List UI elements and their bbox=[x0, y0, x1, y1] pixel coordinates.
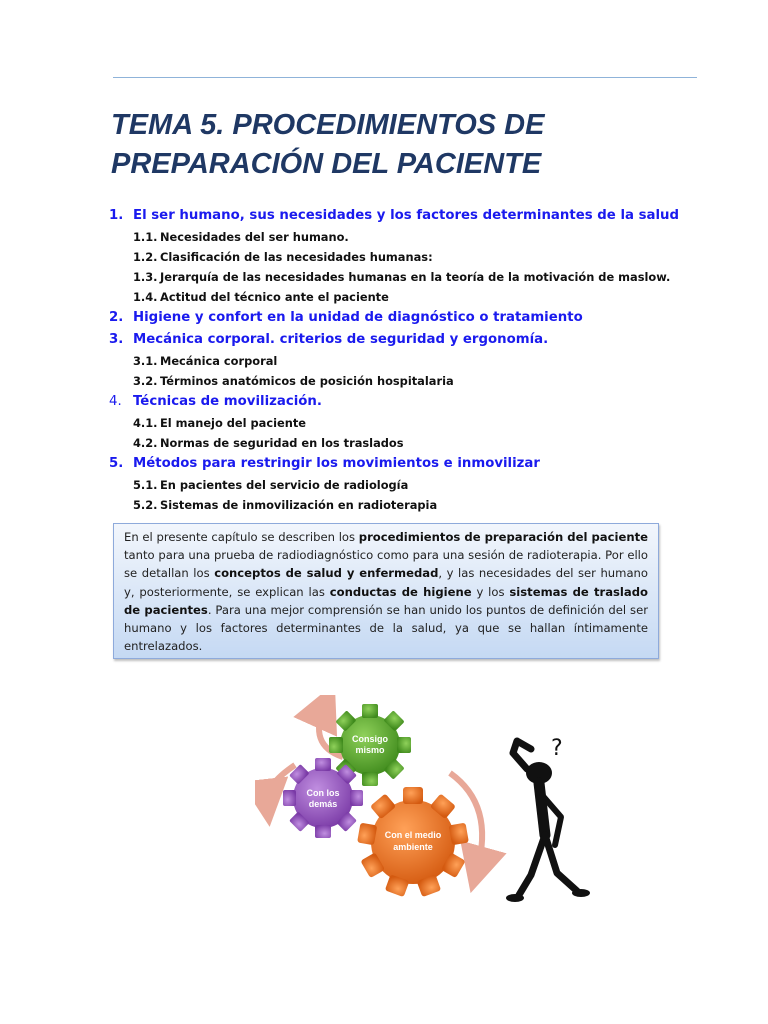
gear-orange-label-1: Con el medio bbox=[384, 830, 442, 840]
toc-number: 3.2. bbox=[133, 374, 158, 388]
gear-purple-label-2: demás bbox=[308, 799, 338, 809]
toc-label: Técnicas de movilización. bbox=[133, 394, 322, 409]
thinking-stick-figure bbox=[506, 736, 590, 902]
toc-number: 4. bbox=[109, 394, 122, 409]
toc-number: 5.1. bbox=[133, 478, 158, 492]
intro-text: En el presente capítulo se describen los bbox=[124, 530, 359, 544]
toc-number: 4.1. bbox=[133, 416, 158, 430]
toc-label: Mecánica corporal bbox=[160, 354, 278, 368]
toc-label: Términos anatómicos de posición hospitalaria bbox=[160, 374, 454, 388]
gear-purple-label-1: Con los bbox=[306, 788, 340, 798]
gear-green-label-2: mismo bbox=[355, 745, 385, 755]
toc-section-4 bbox=[109, 391, 709, 413]
toc-label: Actitud del técnico ante el paciente bbox=[160, 290, 389, 304]
intro-bold: sistemas de traslado de pacientes bbox=[124, 584, 648, 617]
toc-label: Jerarquía de las necesidades humanas en la teoría de la motivación de maslow. bbox=[160, 270, 671, 284]
toc-section-1 bbox=[109, 205, 709, 227]
toc-label: Métodos para restringir los movimientos e inmovilizar bbox=[133, 456, 540, 471]
needs-gears-illustration bbox=[255, 695, 595, 915]
toc-subsection-4-1 bbox=[109, 413, 709, 433]
intro-bold: conceptos de salud y enfermedad bbox=[214, 566, 439, 581]
gear-green-label-1: Consigo bbox=[352, 734, 388, 744]
toc-number: 1. bbox=[109, 208, 124, 223]
question-mark: ? bbox=[551, 736, 563, 761]
intro-text: . Para una mejor comprensión se han unido los puntos de definición del ser humano y los factores determinantes de la salud, ya que se hallan íntimamente entrelazados. bbox=[124, 602, 648, 654]
title-line-2: PREPARACIÓN DEL PACIENTE bbox=[111, 148, 542, 180]
intro-text: , y las necesidades del ser humano y, posteriormente, se explican las bbox=[124, 566, 648, 599]
toc-number: 1.3. bbox=[133, 270, 158, 284]
toc-label: En pacientes del servicio de radiología bbox=[160, 478, 409, 492]
toc-label: Necesidades del ser humano. bbox=[160, 230, 349, 244]
toc-label: El ser humano, sus necesidades y los factores determinantes de la salud bbox=[133, 208, 680, 223]
toc-subsection-1-1 bbox=[109, 227, 709, 247]
toc-subsection-4-2 bbox=[109, 433, 709, 453]
gear-orange-label-2: ambiente bbox=[393, 842, 433, 852]
toc-subsection-1-2 bbox=[109, 247, 709, 267]
toc-number: 5. bbox=[109, 456, 124, 471]
intro-bold: conductas de higiene bbox=[329, 584, 472, 599]
toc-subsection-5-1 bbox=[109, 475, 709, 495]
toc-number: 1.4. bbox=[133, 290, 158, 304]
toc-subsection-3-1 bbox=[109, 351, 709, 371]
intro-text: tanto para una prueba de radiodiagnóstico como para una sesión de radioterapia. Por ello se detallan los bbox=[124, 548, 648, 581]
gear-purple bbox=[283, 758, 363, 838]
toc-number: 2. bbox=[109, 310, 124, 325]
toc-section-3 bbox=[109, 329, 709, 351]
toc-number: 3. bbox=[109, 332, 124, 347]
toc-subsection-5-2 bbox=[109, 495, 709, 515]
toc-number: 5.2. bbox=[133, 498, 158, 512]
intro-bold: procedimientos de preparación del paciente bbox=[358, 530, 648, 544]
toc-label: Clasificación de las necesidades humanas: bbox=[160, 250, 433, 264]
toc-section-2 bbox=[109, 307, 709, 329]
table-of-contents bbox=[109, 205, 709, 515]
toc-number: 1.2. bbox=[133, 250, 158, 264]
intro-box bbox=[113, 523, 659, 659]
toc-label: Mecánica corporal. criterios de seguridad y ergonomía. bbox=[133, 332, 549, 347]
toc-label: El manejo del paciente bbox=[160, 416, 306, 430]
toc-subsection-1-4 bbox=[109, 287, 709, 307]
header-rule bbox=[113, 77, 697, 78]
page-title bbox=[111, 106, 711, 184]
toc-label: Sistemas de inmovilización en radioterapia bbox=[160, 498, 438, 512]
toc-number: 1.1. bbox=[133, 230, 158, 244]
intro-text: y los bbox=[471, 584, 510, 599]
toc-subsection-3-2 bbox=[109, 371, 709, 391]
toc-label: Higiene y confort en la unidad de diagnóstico o tratamiento bbox=[133, 310, 583, 325]
toc-section-5 bbox=[109, 453, 709, 475]
toc-number: 4.2. bbox=[133, 436, 158, 450]
toc-label: Normas de seguridad en los traslados bbox=[160, 436, 404, 450]
title-line-1: TEMA 5. PROCEDIMIENTOS DE bbox=[111, 109, 545, 141]
toc-subsection-1-3 bbox=[109, 267, 709, 287]
gear-orange bbox=[357, 787, 469, 897]
toc-number: 3.1. bbox=[133, 354, 158, 368]
